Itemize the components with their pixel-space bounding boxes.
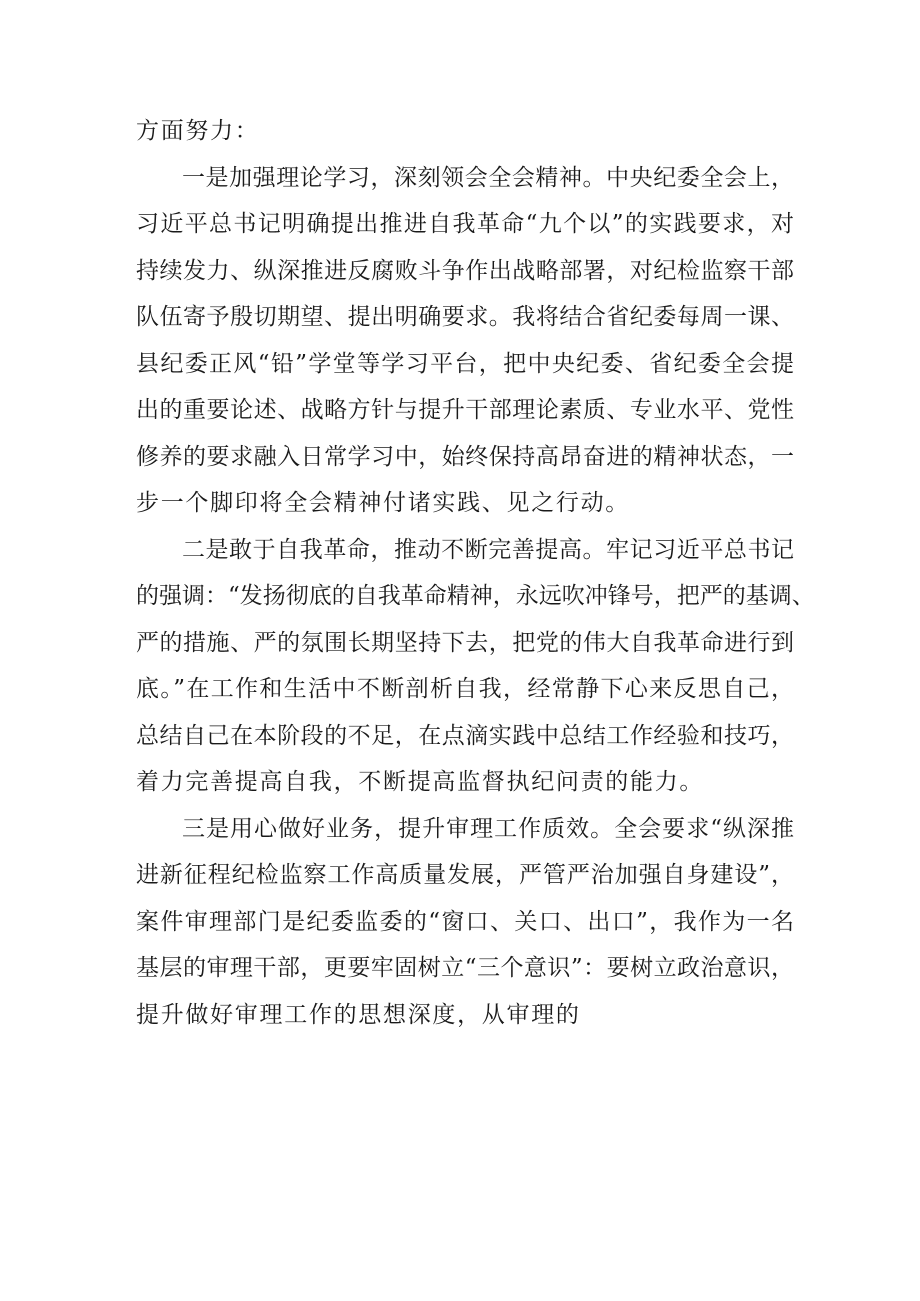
paragraph-3-line: 提升做好审理工作的思想深度，从审理的	[136, 1002, 581, 1028]
paragraph-2-line: 着力完善提高自我，不断提高监督执纪问责的能力。	[136, 769, 705, 795]
paragraph-2-line: 的强调：“发扬彻底的自我革命精神，永远吹冲锋号，把严的基调、	[136, 583, 815, 609]
paragraph-3-line: 基层的审理干部，更要牢固树立“三个意识”：要树立政治意识，	[136, 955, 794, 981]
paragraph-2-line: 总结自己在本阶段的不足，在点滴实践中总结工作经验和技巧，	[136, 723, 794, 749]
paragraph-1-line: 修养的要求融入日常学习中，始终保持高昂奋进的精神状态，一	[136, 444, 794, 470]
paragraph-1-line: 出的重要论述、战略方针与提升干部理论素质、专业水平、党性	[136, 397, 794, 423]
paragraph-3-line: 三是用心做好业务，提升审理工作质效。全会要求“纵深推	[182, 816, 794, 842]
paragraph-3-line: 进新征程纪检监察工作高质量发展，严管严治加强自身建设”，	[136, 862, 794, 888]
paragraph-2-line: 严的措施、严的氛围长期坚持下去，把党的伟大自我革命进行到	[136, 630, 794, 656]
paragraph-1-line: 县纪委正风“铅”学堂等学习平台，把中央纪委、省纪委全会提	[136, 351, 794, 377]
paragraph-1-line: 步一个脚印将全会精神付诸实践、见之行动。	[136, 490, 630, 516]
paragraph-3-line: 案件审理部门是纪委监委的“窗口、关口、出口”，我作为一名	[136, 909, 794, 935]
paragraph-1-line: 队伍寄予殷切期望、提出明确要求。我将结合省纪委每周一课、	[136, 304, 794, 330]
paragraph-1-line: 持续发力、纵深推进反腐败斗争作出战略部署，对纪检监察干部	[136, 258, 794, 284]
paragraph-2-line: 二是敢于自我革命，推动不断完善提高。牢记习近平总书记	[182, 537, 794, 563]
paragraph-1-line: 习近平总书记明确提出推进自我革命“九个以”的实践要求，对	[136, 211, 794, 237]
paragraph-1-line: 一是加强理论学习，深刻领会全会精神。中央纪委全会上，	[182, 165, 794, 191]
paragraph-2-line: 底。”在工作和生活中不断剖析自我，经常静下心来反思自己，	[136, 676, 794, 702]
text-line: 方面努力：	[136, 118, 260, 144]
